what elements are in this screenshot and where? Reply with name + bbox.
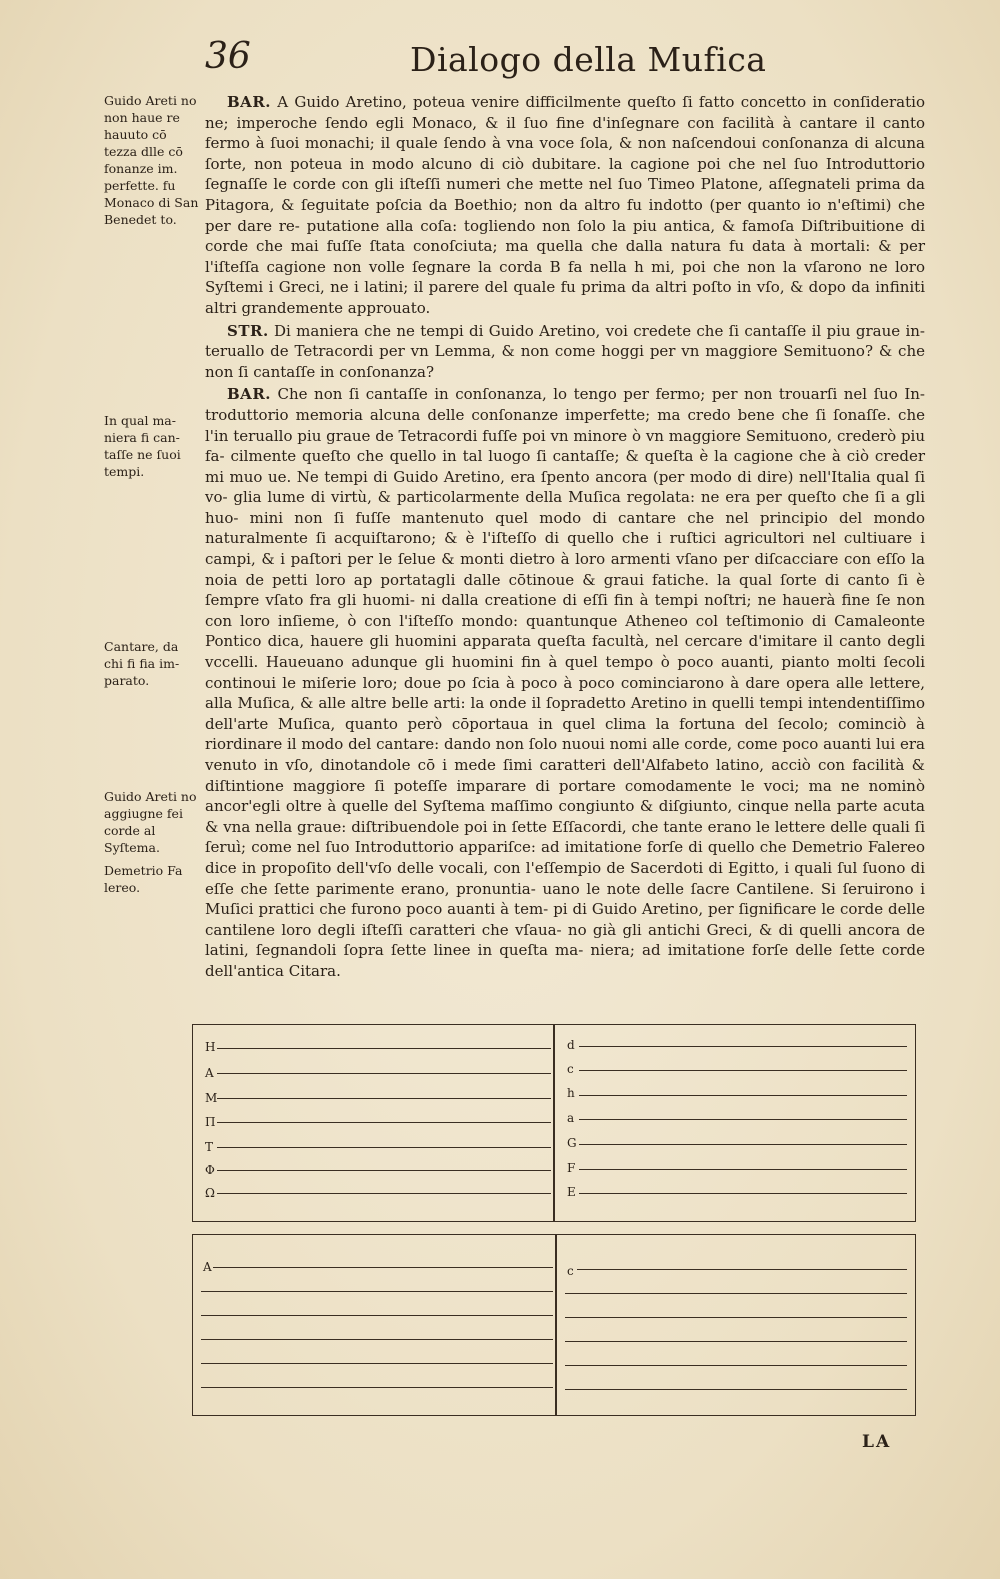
staff-line [201, 1363, 553, 1364]
staff-figure-two [192, 1234, 916, 1416]
staff-line [217, 1147, 551, 1148]
page-number: 36 [205, 36, 251, 77]
staff-divider [553, 1025, 555, 1221]
paragraph [205, 321, 925, 383]
staff-line [565, 1293, 907, 1294]
running-title: Dialogo della Mufica [410, 40, 767, 79]
margin-note: Cantare, da chi fi fia im- parato. [104, 639, 180, 688]
staff-line [565, 1317, 907, 1318]
staff-letter-label: c [567, 1264, 574, 1278]
staff-line [217, 1073, 551, 1074]
staff-line [217, 1098, 551, 1099]
speaker-label: BAR. [227, 93, 272, 111]
page-header [205, 36, 925, 84]
staff-line [217, 1048, 551, 1049]
paragraph-text: Di maniera che ne tempi di Guido Aretino, voi credete che ſi cantaſſe il piu graue in- teruallo de Tetracordi per vn Lemma, & non come hoggi per vn maggiore Semituono? & che non ſi cantaſſe in conſonanza? [205, 321, 925, 381]
paragraph [205, 92, 925, 319]
staff-letter-label: G [567, 1136, 577, 1150]
staff-line [201, 1315, 553, 1316]
margin-note: Guido Areti no aggiugne fei corde al Syſtema. [104, 789, 197, 855]
staff-divider [555, 1235, 557, 1415]
staff-letter-label: F [567, 1161, 576, 1175]
staff-letter-label: Π [205, 1115, 216, 1129]
staff-letter-label: M [205, 1091, 218, 1105]
staff-line [217, 1193, 551, 1194]
staff-line [579, 1046, 907, 1047]
staff-line [201, 1387, 553, 1388]
main-text [205, 92, 925, 982]
paragraph-text: Che non ſi cantaſſe in conſonanza, lo tengo per fermo; per non trouarſi nel ſuo In- troduttorio memoria alcuna delle conſonanze imperfette; ma credo bene che ſi ſonaſſe. che l'in teruallo piu graue de Tetracordi fuſſe poi vn minore ò vn maggiore Semituono, crederò piu fa- cilmente queſto che quello in tal luogo ſi cantaſſe; & queſta è la cagione che à ciò creder mi muo ue. Ne tempi di Guido Aretino, era ſpento ancora (per modo di dire) nell'Italia qual ſi vo- glia lume di virtù, & particolarmente della Muſica regolata: ne era per queſto che ſi a gli huo- mini non ſi fuſſe mantenuto quel modo di cantare che nel principio del mondo naturalmente ſi acquiſtarono; & è l'iſteſſo di quello che i ruſtici agricultori nel cultiuare i campi, & i paſtori per le ſelue & monti dietro à loro armenti vſano per diſcacciare con eſſo la noia de petti loro ap portatagli dalle cōtinoue & graui fatiche. la qual ſorte di canto ſi è ſempre vſato fra gli huomi- ni dalla creatione di eſſi fin à tempi noſtri; ne hauerà fine ſe non con loro inſieme, ò con l'iſteſſo mondo: quantunque Atheneo col teſtimonio di Camaleonte Pontico dica, hauere gli huomini apparata queſta facultà, nel cercare d'imitare il canto degli vccelli. Haueuano adunque gli huomini fin à quel tempo ò poco auanti, pianto molti ſecoli continoui le miſerie loro; doue po ſcia à poco à poco cominciarono à dare opera alle lettere, alla Muſica, & alle altre belle arti: la onde il ſopradetto Aretino in quelli tempi intendentiſſimo dell'arte Muſica, quanto però cōportaua in quel clima la fortuna del ſecolo; cominciò à riordinare il modo del cantare: dando non ſolo nuoui nomi alle corde, come poco auanti lui era venuto in vſo, dinotandole cō i mede ſimi caratteri dell'Alfabeto latino, acciò con facilità & diſtintione maggiore ſi poteſſe imparare di portare comodamente le voci; ma ne nominò ancor'egli oltre à quelle del Syſtema maſſimo congiunto & diſgiunto, cinque nella parte acuta & vna nella graue: diſtribuendole poi in ſette Eſſacordi, che tante erano le lettere delle quali ſi ſeruì; come nel ſuo Introduttorio appariſce: ad imitatione forſe di quello che Demetrio Falereo dice in propoſito dell'vſo delle vocali, con l'eſſempio de Sacerdoti di Egitto, i quali ſul ſuono di eſſe che ſette parimente erano, pronuntia- uano le note delle ſacre Cantilene. Si ſeruirono i Muſici prattici che furono poco auanti à tem- pi di Guido Aretino, per ſignificare le corde delle cantilene loro degli iſteſſi caratteri che vſaua- no già gli antichi Greci, & di quelli ancora de latini, ſegnandoli ſopra ſette linee in queſta ma- niera; ad imitatione forſe delle ſette corde dell'antica Citara. [205, 385, 925, 980]
staff-letter-label: a [567, 1111, 575, 1125]
paragraph [205, 384, 925, 981]
staff-line [579, 1070, 907, 1071]
staff-line [217, 1122, 551, 1123]
staff-line [201, 1339, 553, 1340]
staff-line [213, 1267, 553, 1268]
staff-line [579, 1144, 907, 1145]
margin-note: Guido Areti no non haue re hauuto cō tezza dlle cō fonanze im. perfette. fu Monaco di San Benedet to. [104, 93, 199, 227]
speaker-label: STR. [227, 321, 269, 340]
staff-line [579, 1169, 907, 1170]
margin-note: Demetrio Fa lereo. [104, 863, 183, 895]
staff-letter-label: d [567, 1038, 575, 1052]
staff-line [579, 1119, 907, 1120]
seven-line-staff-figure [192, 1024, 916, 1222]
catchword: LA [862, 1432, 892, 1452]
staff-line [565, 1365, 907, 1366]
staff-letter-label: Φ [205, 1163, 215, 1177]
paragraph-text: A Guido Aretino, poteua venire difficilmente queſto ſi fatto concetto in conſideratio ne; imperoche ſendo egli Monaco, & il ſuo fine d'inſegnare con facilità à cantare il canto fermo à ſuoi monachi; il quale ſendo à vna voce ſola, & non naſcendoui conſonanza di alcuna ſorte, non poteua in modo alcuno di ciò dubitare. la cagione poi che nel ſuo Introduttorio ſegnaſſe le corde con gli iſteſſi numeri che mette nel ſuo Timeo Platone, aſſegnateli prima da Pitagora, & ſeguitate poſcia da Boethio; non da altro fu indotto (per quanto io n'eſtimi) che per dare re- putatione alla coſa: togliendo non ſolo la piu antica, & famoſa Diſtribuitione di corde che mai fuſſe ſtata conoſciuta; ma quella che dalla natura fu data à mortali: & per l'iſteſſa cagione non volle ſegnare la corda B fa nella h mi, poi che non la vſarono ne loro Syſtemi i Greci, ne i latini; il parere del quale fu prima da altri poſto in vſo, & dopo da infiniti altri grandemente approuato. [205, 93, 925, 317]
staff-letter-label: h [567, 1086, 575, 1100]
staff-letter-label: E [567, 1185, 576, 1199]
staff-letter-label: c [567, 1062, 574, 1076]
speaker-label: BAR. [227, 385, 272, 404]
staff-letter-label: T [205, 1140, 214, 1154]
staff-letter-label: A [203, 1260, 212, 1274]
staff-line [565, 1389, 907, 1390]
margin-note: In qual ma- niera fi can- taſſe ne ſuoi tempi. [104, 413, 181, 479]
staff-line [565, 1341, 907, 1342]
staff-line [201, 1291, 553, 1292]
staff-line [579, 1095, 907, 1096]
staff-letter-label: Ω [205, 1186, 215, 1200]
staff-line [217, 1170, 551, 1171]
staff-letter-label: H [205, 1040, 216, 1054]
staff-line [577, 1269, 907, 1270]
staff-line [579, 1193, 907, 1194]
staff-letter-label: A [205, 1066, 214, 1080]
